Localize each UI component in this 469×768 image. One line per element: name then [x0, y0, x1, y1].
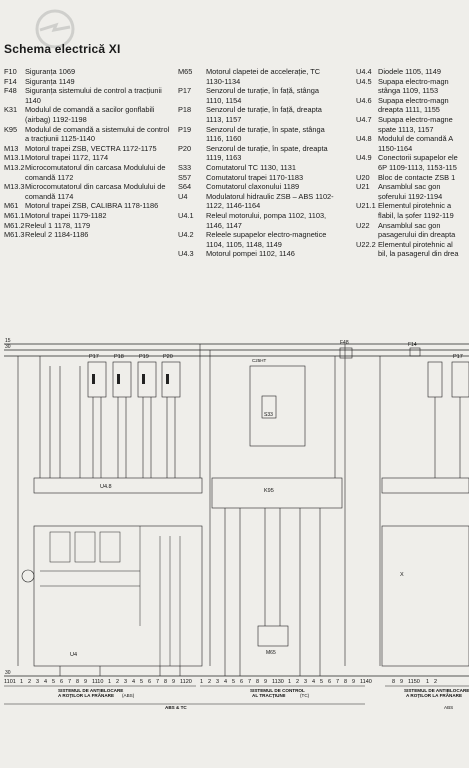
sensor-coils [92, 374, 169, 384]
sensor-label-p19: P19 [139, 354, 149, 360]
section3-caption-line1: SISTEMUL DE ANTIBLOCARE [404, 688, 469, 693]
legend-item: M61.1 Motorul trapei 1179-1182 [4, 210, 107, 220]
section2-caption-line1: SISTEMUL DE CONTROL [250, 688, 305, 693]
legend-item: dreapta 1111, 1155 [378, 105, 440, 115]
legend-item: flabil, la șofer 1192-119 [378, 210, 454, 220]
reference-caption: ABS [444, 705, 454, 710]
abs-block-right [380, 348, 469, 666]
svg-text:6: 6 [240, 679, 244, 685]
legend-column-2 [178, 67, 338, 259]
svg-text:6: 6 [60, 679, 64, 685]
svg-text:4: 4 [312, 679, 316, 685]
ruler-right [392, 679, 437, 685]
legend-item: pasagerului din dreapta [378, 230, 456, 240]
rail-label-31: 30 [5, 670, 11, 676]
svg-text:7: 7 [68, 679, 72, 685]
wiring-diagram [0, 336, 469, 766]
svg-text:8: 8 [392, 679, 396, 685]
relay-group [40, 526, 180, 666]
svg-text:3: 3 [216, 679, 220, 685]
svg-text:8: 8 [344, 679, 348, 685]
legend-item: M65 Motorul clapetei de accelerație, TC 1130-1134 [178, 67, 321, 86]
legend-item: U20 Bloc de contacte ZSB 1 [356, 172, 456, 182]
legend-item: U4.2 Releele supapelor electro-magnetice 1104, 1105, 1148, 1149 [178, 230, 327, 249]
module-label-c25ht: C25HT [252, 358, 267, 363]
abs-tc-caption: ABS & TC [165, 705, 187, 710]
legend-item: P20 Senzorul de turație, în spate, dreapta 1119, 1163 [178, 143, 328, 163]
section1-tag: (ABS) [122, 693, 135, 698]
legend-item: U4 Modulatorul hidraulic ZSB – ABS 1102-1122, 1146-1164 [178, 191, 334, 211]
legend-item: F14 Siguranța 1149 [4, 76, 75, 86]
svg-text:1: 1 [426, 679, 430, 685]
section2-tag: (TC) [300, 693, 310, 698]
svg-text:1150: 1150 [408, 679, 420, 685]
svg-text:5: 5 [140, 679, 144, 685]
svg-text:1110: 1110 [92, 679, 104, 685]
abs-block-left [18, 344, 210, 666]
sensor-label-p20: P20 [163, 354, 173, 360]
ruler-left [4, 679, 192, 685]
legend-item: M61 Motorul trapei ZSB, CALIBRA 1178-1186 [4, 201, 159, 211]
section2-caption-line2: AL TRACȚIUNII [252, 693, 286, 698]
svg-text:2: 2 [116, 679, 120, 685]
module-label-k95: K95 [264, 488, 274, 494]
legend-item: U4.9 Conectorii supapelor ele [356, 153, 458, 163]
module-label-f48: F48 [340, 340, 349, 346]
svg-text:1: 1 [20, 679, 24, 685]
legend-item: P19 Senzorul de turație, în spate, stânga 1116, 1160 [178, 124, 325, 144]
svg-text:1120: 1120 [180, 679, 192, 685]
sensor-label-p18: P18 [114, 354, 124, 360]
rail-label-15: 15 [5, 338, 11, 344]
svg-text:2: 2 [296, 679, 300, 685]
legend-item: M61.3 Releul 2 1184-1186 [4, 230, 89, 240]
legend-item: spate 1113, 1157 [378, 124, 434, 134]
legend-item: S33 Comutatorul TC 1130, 1131 [178, 162, 296, 172]
ground-symbols [60, 666, 320, 676]
legend-item: U4.5 Supapa electro-magn [356, 76, 449, 86]
legend-item: U22.2 Elementul pirotehnic al [356, 239, 453, 249]
legend-item: M61.2 Releul 1 1178, 1179 [4, 220, 91, 230]
svg-text:1140: 1140 [360, 679, 372, 685]
legend-item: M13.3 Microcomutatorul din carcasa Modulului de comandă 1174 [4, 182, 166, 201]
legend-item: K95 Modulul de comandă a sistemului de control a tracțiunii 1125-1140 [4, 124, 170, 144]
section1-caption-line2: A ROȚILOR LA FRÂNARE [58, 693, 115, 698]
legend-item: P17 Senzorul de turație, în față, stânga 1110, 1154 [178, 86, 319, 105]
sensor-label-p17: P17 [89, 354, 99, 360]
svg-text:4: 4 [224, 679, 228, 685]
tc-block [212, 344, 352, 666]
legend-item: U4.7 Supapa electro-magne [356, 114, 453, 124]
svg-text:9: 9 [400, 679, 404, 685]
svg-text:4: 4 [132, 679, 136, 685]
svg-text:9: 9 [172, 679, 176, 685]
legend-column-1 [4, 67, 174, 240]
svg-text:7: 7 [248, 679, 252, 685]
svg-text:5: 5 [320, 679, 324, 685]
legend-item: U21.1 Elementul pirotehnic a [356, 201, 452, 211]
svg-text:3: 3 [304, 679, 308, 685]
svg-text:1: 1 [108, 679, 112, 685]
rail-label-30: 30 [5, 344, 11, 350]
sensor-label-p17-right: P17 [453, 354, 463, 360]
legend-item: șoferului 1192-1194 [378, 191, 443, 201]
svg-text:1101: 1101 [4, 679, 16, 685]
module-label-s33: S33 [264, 412, 273, 418]
svg-text:2: 2 [28, 679, 32, 685]
svg-text:9: 9 [84, 679, 88, 685]
legend-item: 1150-1164 [378, 143, 413, 153]
svg-text:9: 9 [352, 679, 356, 685]
svg-text:6: 6 [328, 679, 332, 685]
svg-text:9: 9 [264, 679, 268, 685]
module-label-u4-8: U4.8 [100, 484, 112, 490]
svg-text:1: 1 [200, 679, 204, 685]
legend-item: P18 Senzorul de turație, în față, dreapta 1113, 1157 [178, 105, 322, 124]
legend-item: U22 Ansamblul sac gon [356, 220, 441, 230]
legend-item: K31 Modulul de comandă a sacilor gonflabili (airbag) 1192-1198 [4, 105, 155, 124]
svg-text:5: 5 [52, 679, 56, 685]
ruler-mid [200, 679, 372, 685]
svg-text:8: 8 [164, 679, 168, 685]
legend-item: stânga 1109, 1153 [378, 86, 439, 96]
legend-item: S57 Comutatorul trapei 1170-1183 [178, 172, 304, 182]
legend-item: M13.2 Microcomutatorul din carcasa Modulului de comandă 1172 [4, 162, 166, 182]
svg-text:8: 8 [256, 679, 260, 685]
module-label-x: X [400, 572, 404, 578]
legend-item: F10 Siguranța 1069 [4, 67, 76, 76]
legend-item: U21 Ansamblul sac gon [356, 182, 441, 192]
svg-text:6: 6 [148, 679, 152, 685]
legend-item: U4.8 Modulul de comandă A [356, 134, 454, 144]
svg-text:1: 1 [288, 679, 292, 685]
svg-text:2: 2 [434, 679, 438, 685]
legend-item: U4.4 Diodele 1105, 1149 [356, 67, 442, 76]
svg-text:7: 7 [156, 679, 160, 685]
module-label-f14: F14 [408, 342, 417, 348]
power-rails [4, 344, 469, 676]
svg-text:3: 3 [36, 679, 40, 685]
module-label-m65: M65 [266, 650, 276, 656]
svg-text:4: 4 [44, 679, 48, 685]
legend-item: U4.3 Motorul pompei 1102, 1146 [178, 249, 295, 259]
section3-caption-line2: A ROȚILOR LA FRÂNARE [406, 693, 463, 698]
legend-item: M13.1 Motorul trapei 1172, 1174 [4, 153, 109, 163]
legend-item: U4.6 Supapa electro-magn [356, 95, 449, 105]
legend-item: bil, la pasagerul din drea [378, 249, 459, 259]
legend-column-3 [356, 67, 469, 259]
legend-item: U4.1 Releul motorului, pompa 1102, 1103, 1146, 1147 [178, 210, 327, 230]
svg-text:2: 2 [208, 679, 212, 685]
module-label-u4: U4 [70, 652, 78, 658]
legend-item: M13 Motorul trapei ZSB, VECTRA 1172-1175 [4, 143, 157, 153]
svg-text:8: 8 [76, 679, 80, 685]
pump-motor-icon [22, 570, 34, 582]
svg-text:3: 3 [124, 679, 128, 685]
legend-item: F48 Siguranța sistemului de control a tracțiunii 1140 [4, 86, 162, 105]
section1-caption-line1: SISTEMUL DE ANTIBLOCARE [58, 688, 124, 693]
svg-text:7: 7 [336, 679, 340, 685]
svg-text:5: 5 [232, 679, 236, 685]
svg-text:1130: 1130 [272, 679, 284, 685]
legend-item: S64 Comutatorul claxonului 1189 [178, 182, 300, 192]
legend-item: 6P 1109-1113, 1153-115 [378, 162, 457, 172]
page-title: Schema electrică XI [4, 42, 121, 56]
